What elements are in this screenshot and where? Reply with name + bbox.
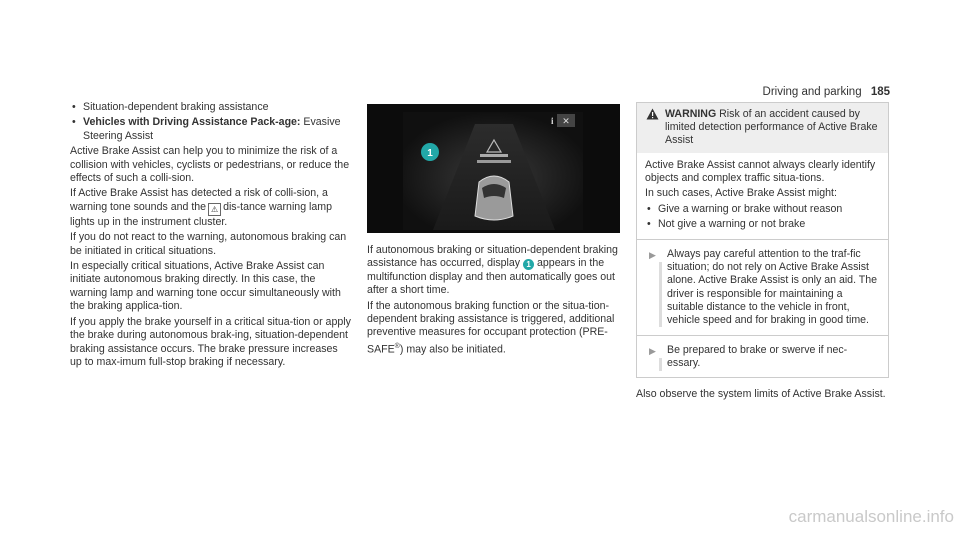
action-step	[645, 344, 880, 370]
paragraph	[367, 244, 620, 298]
watermark: carmanualsonline.info	[788, 507, 954, 526]
action-text: Always pay careful attention to the traf-fic situation; do not rely on Active Brake Assist alone. Active Brake Assist is only an aid. The driver is responsible for maintaining a suitable distance to the vehicle in front, vehicle speed and for braking in good time.	[667, 248, 878, 327]
bullet-text: Not give a warning or not brake	[658, 217, 806, 230]
bullet-text: Evasive Steering Assist	[83, 116, 341, 142]
paragraph-text: If the autonomous braking function or the situa-tion-dependent braking assistance is triggered, additional preventive measures for occupant protection (PRE-SAFE	[367, 299, 615, 356]
paragraph-text: dis-tance warning lamp lights up in the instrument cluster.	[70, 200, 332, 228]
warning-triangle-icon	[646, 108, 659, 120]
arrow-right-icon: ▶	[649, 346, 656, 357]
multifunction-display-image	[367, 104, 620, 233]
column-2-text	[367, 244, 620, 357]
paragraph-text: If Active Brake Assist has detected a risk of colli-sion, a warning tone sounds and the	[70, 187, 328, 213]
divider	[637, 239, 888, 240]
section-title: Driving and parking	[762, 86, 862, 98]
column-1	[70, 101, 352, 371]
callout-number: 1	[427, 148, 433, 159]
bullet-text: Give a warning or brake without reason	[658, 202, 843, 215]
paragraph: Active Brake Assist can help you to minimize the risk of a collision with vehicles, cyclists or pedestrians, or reduce the effects of such a colli-sion.	[70, 145, 350, 185]
page-header	[763, 86, 890, 98]
bullet-text: Situation-dependent braking assistance	[83, 101, 269, 113]
divider	[637, 335, 888, 336]
close-icon: ✕	[562, 117, 570, 127]
paragraph	[367, 300, 620, 357]
car-icon	[475, 176, 513, 220]
bullet-item	[645, 203, 880, 216]
arrow-right-icon: ▶	[649, 250, 656, 261]
warning-bar	[480, 154, 508, 157]
paragraph	[70, 187, 352, 229]
bullet-item	[645, 218, 880, 231]
paragraph: Active Brake Assist cannot always clearly identify objects and complex traffic situa-tions.	[645, 159, 876, 185]
paragraph-text: If autonomous braking or situation-dependent braking assistance has occurred, display	[367, 244, 618, 270]
callout-badge: 1	[523, 259, 534, 270]
column-3	[636, 102, 889, 401]
registered-mark: ®	[394, 342, 400, 350]
warning-bar	[477, 160, 511, 163]
paragraph-text: ) may also be initiated.	[399, 343, 506, 356]
bullet-item	[70, 101, 352, 114]
paragraph: If you do not react to the warning, autonomous braking can be initiated in critical situations.	[70, 231, 347, 257]
paragraph: Also observe the system limits of Active Brake Assist.	[636, 387, 886, 400]
distance-warning-lamp-icon: ⚠	[208, 203, 221, 216]
paragraph: If you apply the brake yourself in a critical situa-tion or apply the brake during autonomous brak-ing, situation-dependent braking assistance occurs. The brake pressure increases up to max-imum full-stop braking if necessary.	[70, 315, 351, 368]
paragraph: In especially critical situations, Active Brake Assist can initiate autonomous braking directly. In this case, the warning lamp and warning tone occur simultaneously with the braking applica-tion.	[70, 260, 341, 313]
action-bar	[659, 358, 662, 370]
bullet-item	[70, 116, 352, 143]
warning-header	[637, 103, 888, 153]
warning-label: WARNING	[665, 108, 717, 120]
car-windshield	[482, 184, 506, 198]
column-2	[367, 104, 620, 359]
action-step	[645, 248, 880, 327]
action-bar	[659, 262, 662, 327]
paragraph-text: appears in the multifunction display and then automatically goes out after a short time.	[367, 257, 615, 297]
action-text: Be prepared to brake or swerve if nec-essary.	[667, 344, 848, 370]
info-icon: i	[551, 116, 554, 126]
paragraph: In such cases, Active Brake Assist might:	[645, 187, 837, 200]
bullet-bold-text: Vehicles with Driving Assistance Pack-age:	[83, 116, 301, 129]
warning-title: Risk of an accident caused by limited detection performance of Active Brake Assist	[665, 108, 878, 146]
warning-body	[637, 153, 888, 377]
warning-box	[636, 102, 889, 378]
display-illustration	[367, 104, 620, 233]
page-number: 185	[870, 86, 890, 98]
